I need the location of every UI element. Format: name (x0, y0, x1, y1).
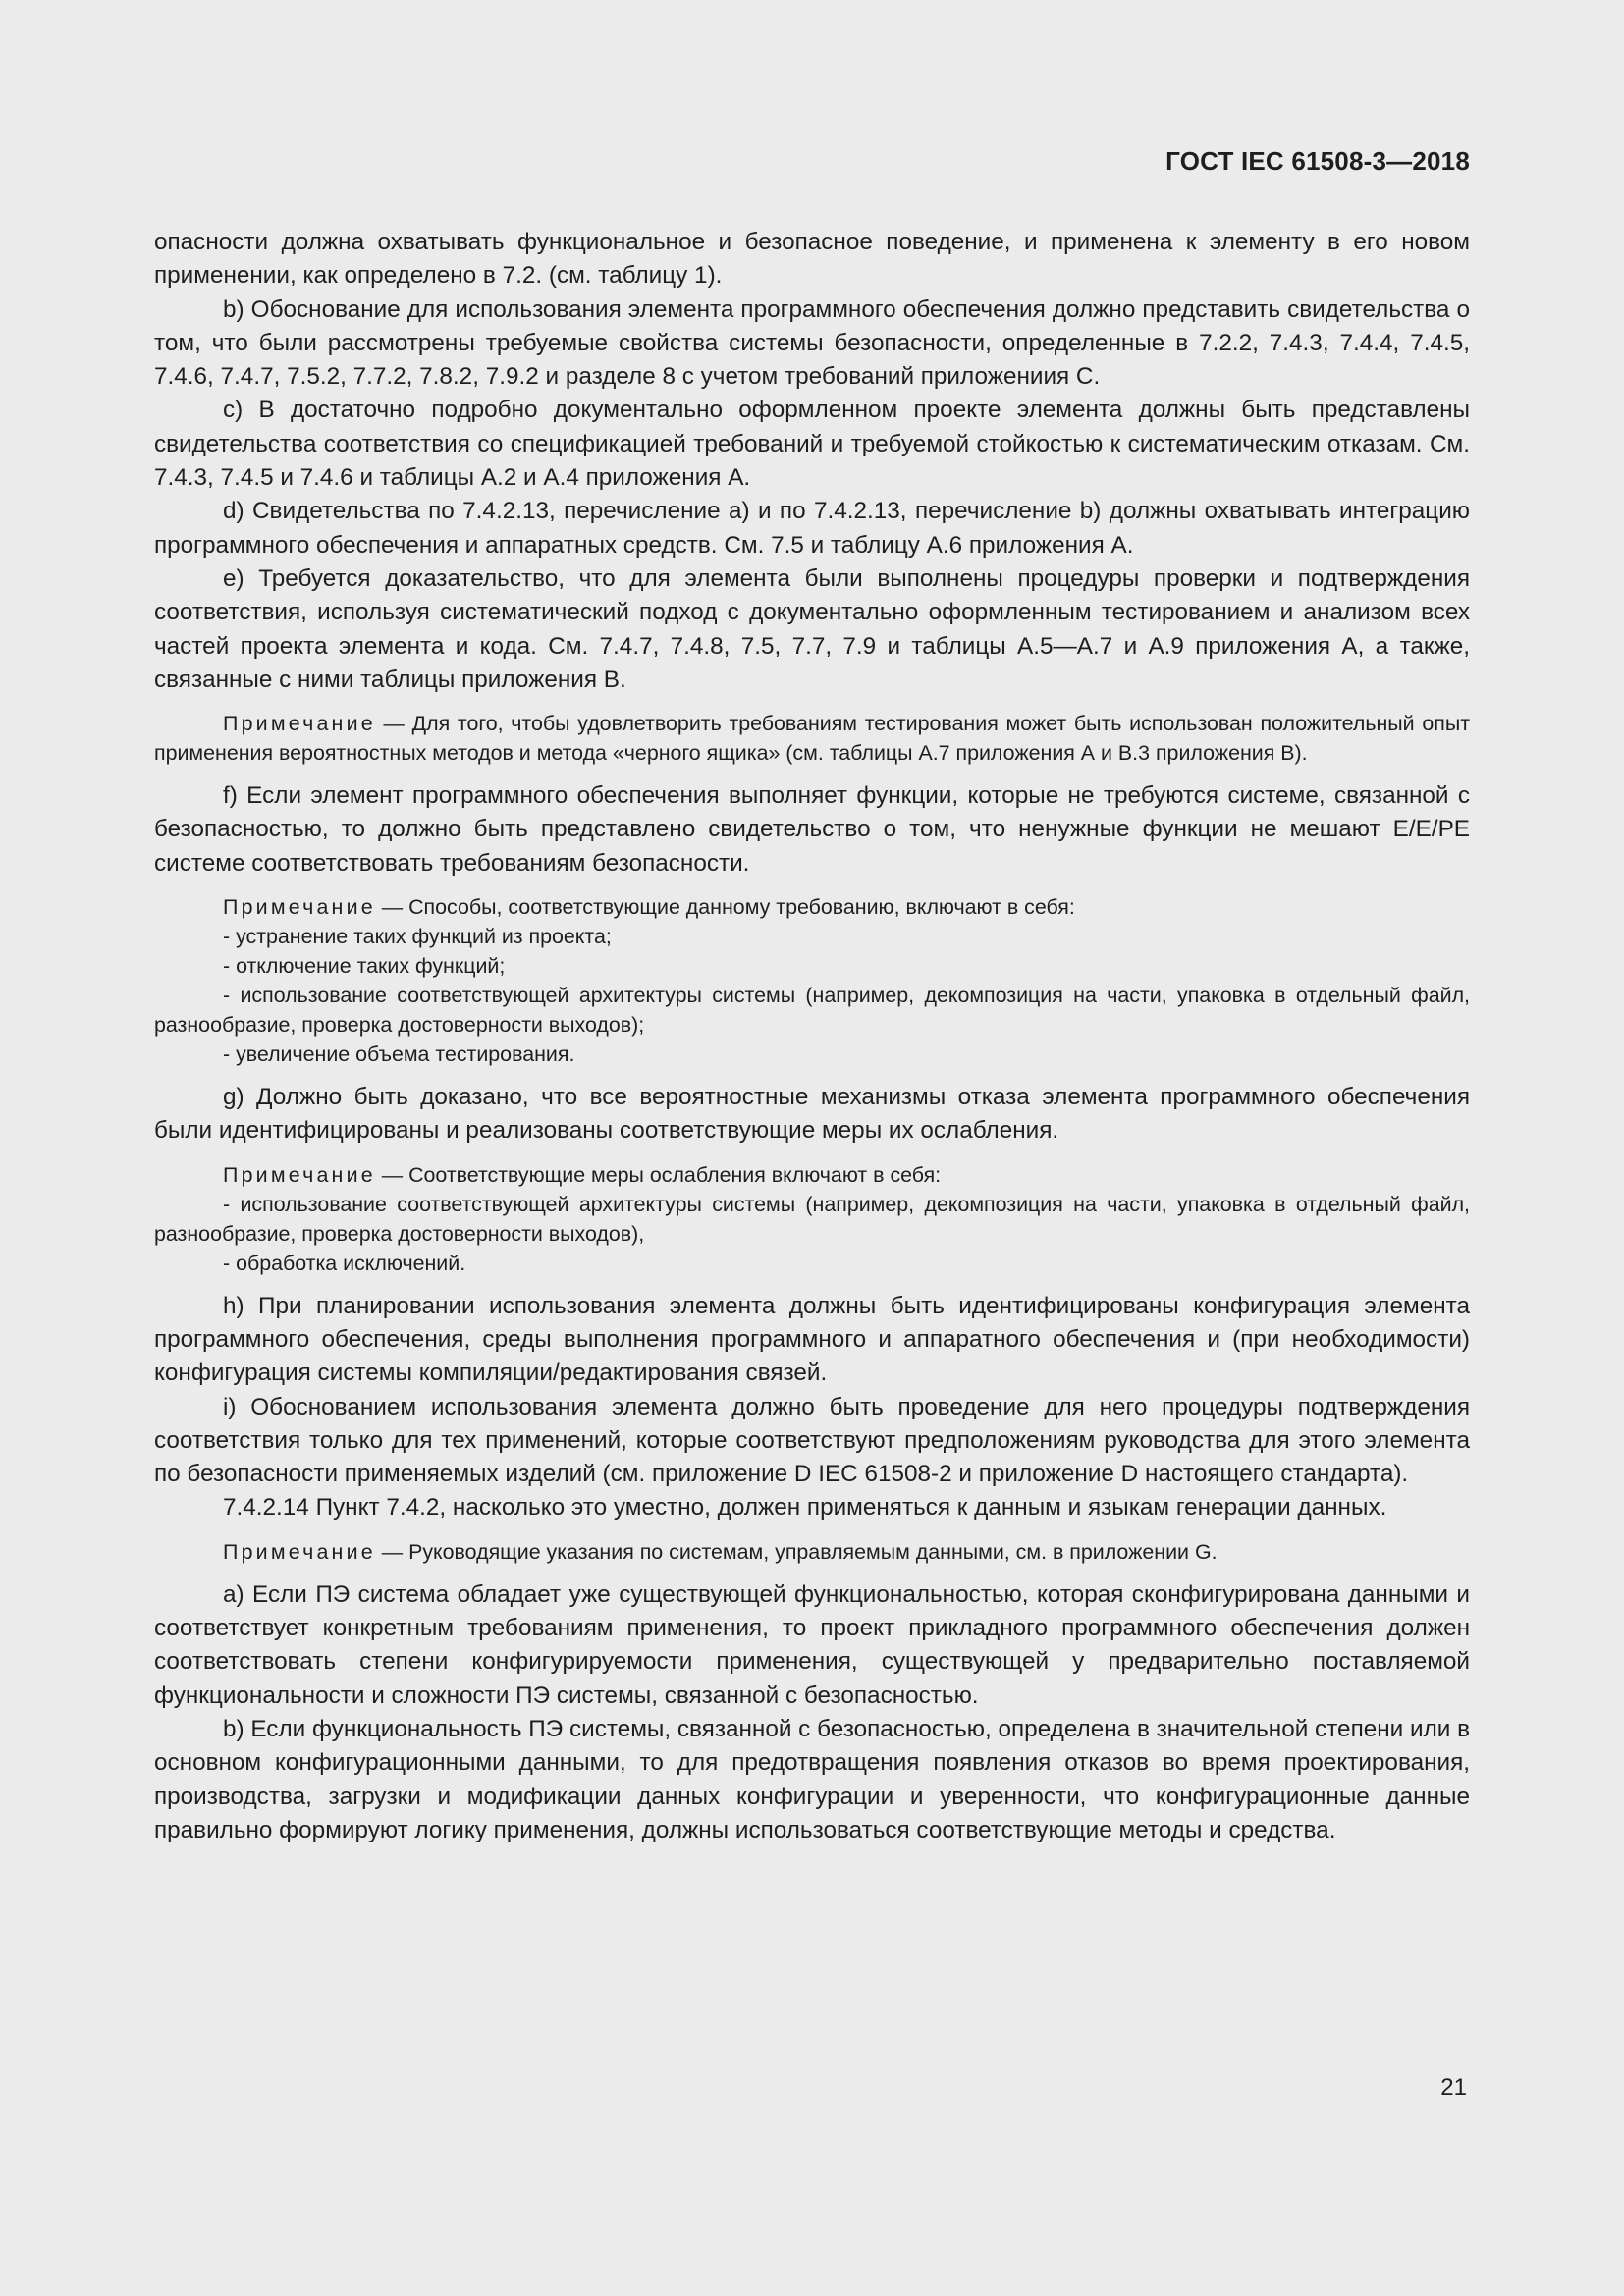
paragraph-b: b) Обоснование для использования элемента программного обеспечения должно представить свидетельства о том, что были рассмотрены требуемые свойства системы безопасности, определенные в 7.2.2, 7.4.3, 7.4.4, 7.4.5, 7.4.6, 7.4.7, 7.5.2, 7.7.2, 7.8.2, 7.9.2 и разделе 8 с учетом требований приложениия С. (154, 295, 1470, 391)
note-3-item: - использование соответствующей архитектуры системы (например, декомпозиция на части, упаковка в отдельный файл, разнообразие, проверка достоверности выходов), (154, 1192, 1470, 1246)
paragraph-continuation: опасности должна охватывать функциональное и безопасное поведение, и применена к элементу в его новом применении, как определено в 7.2. (см. таблицу 1). (154, 229, 1470, 290)
note-label: Примечание (223, 895, 376, 920)
note-2 (154, 892, 1470, 922)
paragraph-i: i) Обоснованием использования элемента должно быть проведение для него процедуры подтверждения соответствия только для тех применений, которые соответствуют предположениям руководства для этого элемента по безопасности применяемых изделий (см. приложение D IEC 61508-2 и приложение D настоящего стандарта). (154, 1393, 1470, 1488)
document-header: ГОСТ IEC 61508-3—2018 (1165, 146, 1470, 176)
note-2-item: - увеличение объема тестирования. (223, 1042, 575, 1067)
paragraph-f: f) Если элемент программного обеспечения выполняет функции, которые не требуются системе, связанной с безопасностью, то должно быть представлено свидетельство о том, что ненужные функции не мешают E/E/PE системе соответствовать требованиям безопасности. (154, 782, 1470, 877)
paragraph-d: d) Свидетельства по 7.4.2.13, перечисление a) и по 7.4.2.13, перечисление b) должны охватывать интеграцию программного обеспечения и аппаратных средств. См. 7.5 и таблицу А.6 приложения А. (154, 498, 1470, 559)
note-text: — Способы, соответствующие данному требованию, включают в себя: (375, 895, 1075, 920)
note-2-item: - использование соответствующей архитектуры системы (например, декомпозиция на части, упаковка в отдельный файл, разнообразие, проверка достоверности выходов); (154, 984, 1470, 1038)
note-1 (154, 709, 1470, 768)
note-label: Примечание (223, 1539, 376, 1564)
note-text: — Для того, чтобы удовлетворить требованиям тестирования может быть использован положительный опыт применения вероятностных методов и метода «черного ящика» (см. таблицы А.7 приложения А и В.3 приложения В). (154, 712, 1470, 766)
paragraph-e: e) Требуется доказательство, что для элемента были выполнены процедуры проверки и подтверждения соответствия, используя систематический подход с документально оформленным тестированием и анализом всех частей проекта элемента и кода. См. 7.4.7, 7.4.8, 7.5, 7.7, 7.9 и таблицы А.5—А.7 и А.9 приложения А, а также, связанные с ними таблицы приложения В. (154, 564, 1470, 693)
note-text: — Руководящие указания по системам, управляемым данными, см. в приложении G. (375, 1539, 1218, 1564)
note-text: — Соответствующие меры ослабления включают в себя: (375, 1162, 942, 1187)
paragraph-a-data: a) Если ПЭ система обладает уже существующей функциональностью, которая сконфигурирована данными и соответствует конкретным требованиям применения, то проект прикладного программного обеспечения должен соответствовать степени конфигурируемости применения, существующей у предварительно поставляемой функциональности и сложности ПЭ системы, связанной с безопасностью. (154, 1580, 1470, 1709)
note-4 (154, 1537, 1470, 1567)
paragraph-g: g) Должно быть доказано, что все вероятностные механизмы отказа элемента программного обеспечения были идентифицированы и реализованы соответствующие меры их ослабления. (154, 1084, 1470, 1145)
note-3-item: - обработка исключений. (223, 1251, 466, 1275)
page-number: 21 (1440, 2074, 1467, 2101)
note-label: Примечание (223, 1162, 376, 1187)
paragraph-h: h) При планировании использования элемента должны быть идентифицированы конфигурация элемента программного обеспечения, среды выполнения программного и аппаратного обеспечения и (при необходимости) конфигурация системы компиляции/редактирования связей. (154, 1292, 1470, 1387)
paragraph-c: c) В достаточно подробно документально оформленном проекте элемента должны быть представлены свидетельства соответствия со спецификацией требований и требуемой стойкостью к систематическим отказам. См. 7.4.3, 7.4.5 и 7.4.6 и таблицы А.2 и А.4 приложения А. (154, 397, 1470, 492)
note-2-item: - устранение таких функций из проекта; (223, 925, 612, 949)
note-label: Примечание (223, 712, 376, 736)
paragraph-b-data: b) Если функциональность ПЭ системы, связанной с безопасностью, определена в значительной степени или в основном конфигурационными данными, то для предотвращения появления отказов во время проектирования, производства, загрузки и модификации данных конфигурации и уверенности, что конфигурационные данные правильно формируют логику применения, должны использоваться соответствующие методы и средства. (154, 1715, 1470, 1843)
note-3 (154, 1160, 1470, 1190)
note-2-item: - отключение таких функций; (223, 954, 506, 979)
clause-7-4-2-14: 7.4.2.14 Пункт 7.4.2, насколько это уместно, должен применяться к данным и языкам генерации данных. (223, 1494, 1387, 1522)
document-body (154, 226, 1470, 1847)
